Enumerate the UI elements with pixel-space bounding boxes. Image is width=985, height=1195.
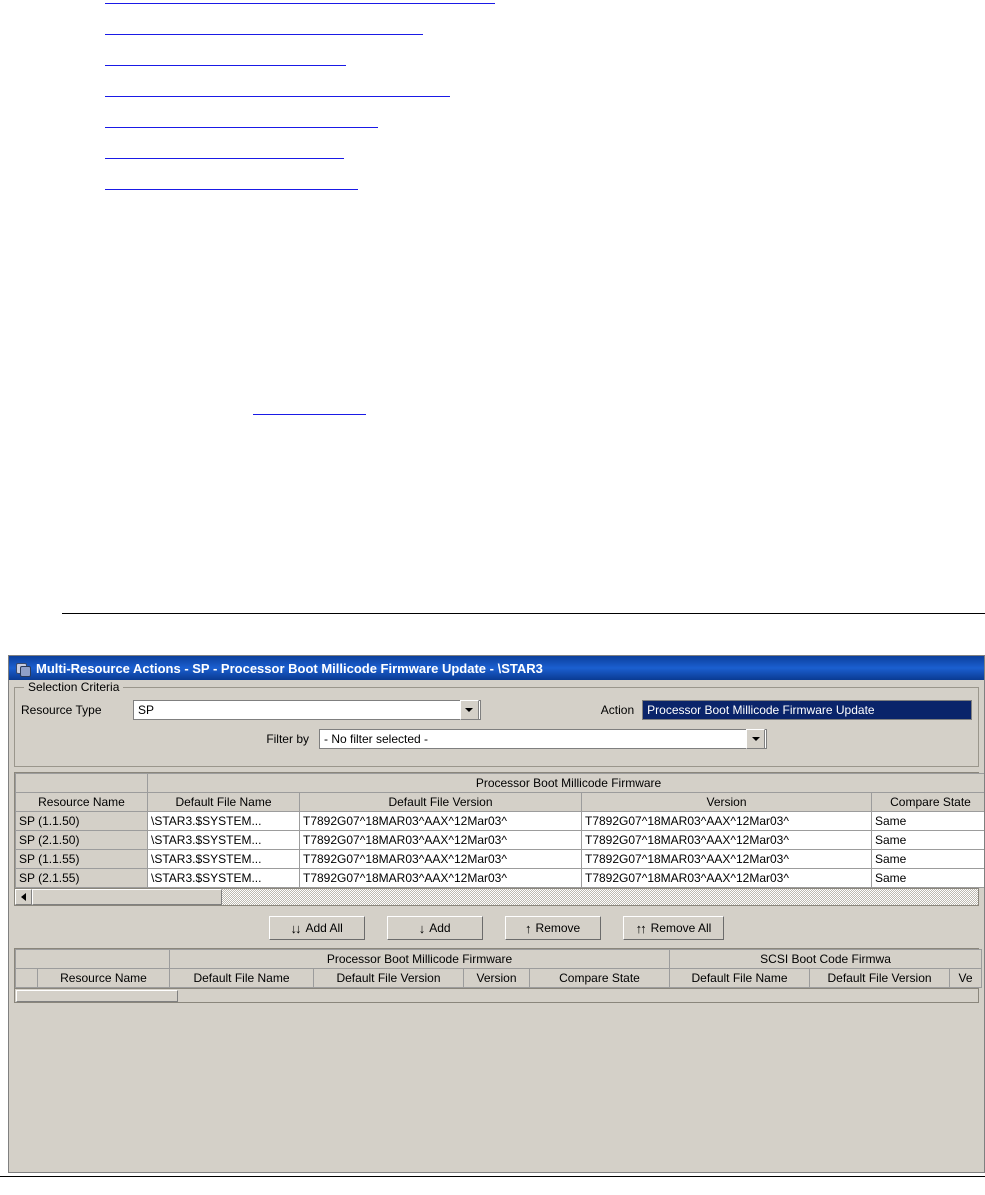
double-down-arrow-icon: ↓↓	[290, 920, 300, 936]
resource-type-value: SP	[137, 703, 154, 717]
cell-default-file-version: T7892G07^18MAR03^AAX^12Mar03^	[300, 850, 582, 869]
col-scsi-version[interactable]: Ve	[950, 969, 982, 988]
col-default-file-name[interactable]: Default File Name	[148, 793, 300, 812]
cell-default-file-name: \STAR3.$SYSTEM...	[148, 869, 300, 888]
remove-button[interactable]	[505, 916, 601, 940]
filter-row	[21, 729, 972, 749]
toc-link-4[interactable]	[105, 96, 450, 97]
cell-version: T7892G07^18MAR03^AAX^12Mar03^	[582, 812, 872, 831]
cell-resource-name: SP (2.1.50)	[16, 831, 148, 850]
col-resource-name[interactable]: Resource Name	[38, 969, 170, 988]
action-label: Action	[600, 703, 635, 717]
remove-label: Remove	[535, 921, 581, 935]
toc-links	[0, 0, 985, 217]
action-value-field[interactable]: Processor Boot Millicode Firmware Update	[642, 700, 972, 720]
cell-version: T7892G07^18MAR03^AAX^12Mar03^	[582, 869, 872, 888]
toc-row	[0, 93, 985, 124]
window-title-bar	[9, 656, 984, 680]
filter-by-combo[interactable]	[319, 729, 767, 749]
selected-resources-grid	[15, 949, 982, 988]
toc-link-3[interactable]	[105, 65, 346, 66]
toc-row	[0, 0, 985, 31]
table-row[interactable]	[16, 812, 985, 831]
col-default-file-name[interactable]: Default File Name	[170, 969, 314, 988]
col-selector[interactable]	[16, 969, 38, 988]
add-all-label: Add All	[305, 921, 343, 935]
group-header-blank	[16, 950, 170, 969]
toc-row	[0, 155, 985, 186]
selected-resources-table	[14, 948, 979, 989]
cell-resource-name: SP (2.1.55)	[16, 869, 148, 888]
window-client-area	[9, 680, 984, 1003]
toc-row	[0, 186, 985, 217]
up-arrow-icon: ↑	[525, 920, 530, 936]
toc-mid-link-row	[0, 411, 985, 421]
group-header-scsi-boot: SCSI Boot Code Firmwa	[670, 950, 982, 969]
chevron-down-icon[interactable]	[746, 729, 765, 749]
cell-default-file-version: T7892G07^18MAR03^AAX^12Mar03^	[300, 831, 582, 850]
cell-version: T7892G07^18MAR03^AAX^12Mar03^	[582, 831, 872, 850]
hscroll-thumb[interactable]	[32, 889, 222, 905]
cell-resource-name: SP (1.1.55)	[16, 850, 148, 869]
available-resources-grid	[15, 773, 985, 888]
transfer-button-row	[9, 916, 984, 940]
filter-by-label: Filter by	[266, 732, 309, 746]
col-default-file-version[interactable]: Default File Version	[314, 969, 464, 988]
add-all-button[interactable]	[269, 916, 365, 940]
toc-row	[0, 124, 985, 155]
cell-compare-state: Same	[872, 850, 985, 869]
add-label: Add	[429, 921, 451, 935]
col-compare-state[interactable]: Compare State	[872, 793, 985, 812]
multi-resource-actions-window	[8, 655, 985, 1173]
group-header-row	[16, 774, 985, 793]
filter-by-value: - No filter selected -	[324, 732, 429, 746]
toc-link-6[interactable]	[105, 158, 344, 159]
col-compare-state[interactable]: Compare State	[530, 969, 670, 988]
cell-default-file-name: \STAR3.$SYSTEM...	[148, 812, 300, 831]
page-divider-bottom	[0, 1176, 985, 1177]
scroll-left-icon[interactable]	[15, 889, 32, 905]
hscroll-track[interactable]	[222, 889, 978, 905]
page-divider-top	[62, 613, 985, 614]
window-title: Multi-Resource Actions - SP - Processor Boot Millicode Firmware Update - \STAR3	[36, 660, 543, 676]
remove-all-label: Remove All	[650, 921, 712, 935]
column-header-row	[16, 969, 982, 988]
toc-link-7[interactable]	[105, 189, 358, 190]
cell-compare-state: Same	[872, 831, 985, 850]
cell-default-file-version: T7892G07^18MAR03^AAX^12Mar03^	[300, 812, 582, 831]
col-scsi-default-file-version[interactable]: Default File Version	[810, 969, 950, 988]
group-header-firmware: Processor Boot Millicode Firmware	[148, 774, 985, 793]
cell-version: T7892G07^18MAR03^AAX^12Mar03^	[582, 850, 872, 869]
toc-link-mid[interactable]	[253, 414, 366, 415]
group-header-blank	[16, 774, 148, 793]
resource-type-row	[21, 700, 972, 720]
toc-row	[0, 31, 985, 62]
col-resource-name[interactable]: Resource Name	[16, 793, 148, 812]
group-header-processor-boot: Processor Boot Millicode Firmware	[170, 950, 670, 969]
remove-all-button[interactable]	[623, 916, 725, 940]
selection-criteria-group	[14, 680, 979, 767]
bottom-hscroll-thumb[interactable]	[16, 990, 178, 1002]
chevron-down-icon[interactable]	[460, 700, 479, 720]
toc-link-5[interactable]	[105, 127, 378, 128]
cell-compare-state: Same	[872, 869, 985, 888]
available-resources-hscrollbar[interactable]	[14, 889, 979, 906]
toc-link-2[interactable]	[105, 34, 423, 35]
available-resources-table	[14, 772, 979, 889]
selected-resources-hscrollbar[interactable]	[14, 989, 979, 1003]
cell-default-file-name: \STAR3.$SYSTEM...	[148, 850, 300, 869]
selection-criteria-legend: Selection Criteria	[24, 680, 123, 694]
table-row[interactable]	[16, 831, 985, 850]
multi-resource-icon	[15, 660, 31, 676]
col-default-file-version[interactable]: Default File Version	[300, 793, 582, 812]
cell-compare-state: Same	[872, 812, 985, 831]
col-version[interactable]: Version	[464, 969, 530, 988]
add-button[interactable]	[387, 916, 483, 940]
group-header-row	[16, 950, 982, 969]
col-scsi-default-file-name[interactable]: Default File Name	[670, 969, 810, 988]
resource-type-combo[interactable]	[133, 700, 481, 720]
table-row[interactable]	[16, 869, 985, 888]
toc-row	[0, 62, 985, 93]
cell-resource-name: SP (1.1.50)	[16, 812, 148, 831]
double-up-arrow-icon: ↑↑	[635, 920, 645, 936]
cell-default-file-version: T7892G07^18MAR03^AAX^12Mar03^	[300, 869, 582, 888]
column-header-row	[16, 793, 985, 812]
cell-default-file-name: \STAR3.$SYSTEM...	[148, 831, 300, 850]
col-version[interactable]: Version	[582, 793, 872, 812]
toc-link-1[interactable]	[105, 3, 495, 4]
down-arrow-icon: ↓	[418, 920, 424, 936]
table-row[interactable]	[16, 850, 985, 869]
resource-type-label: Resource Type	[21, 703, 102, 717]
